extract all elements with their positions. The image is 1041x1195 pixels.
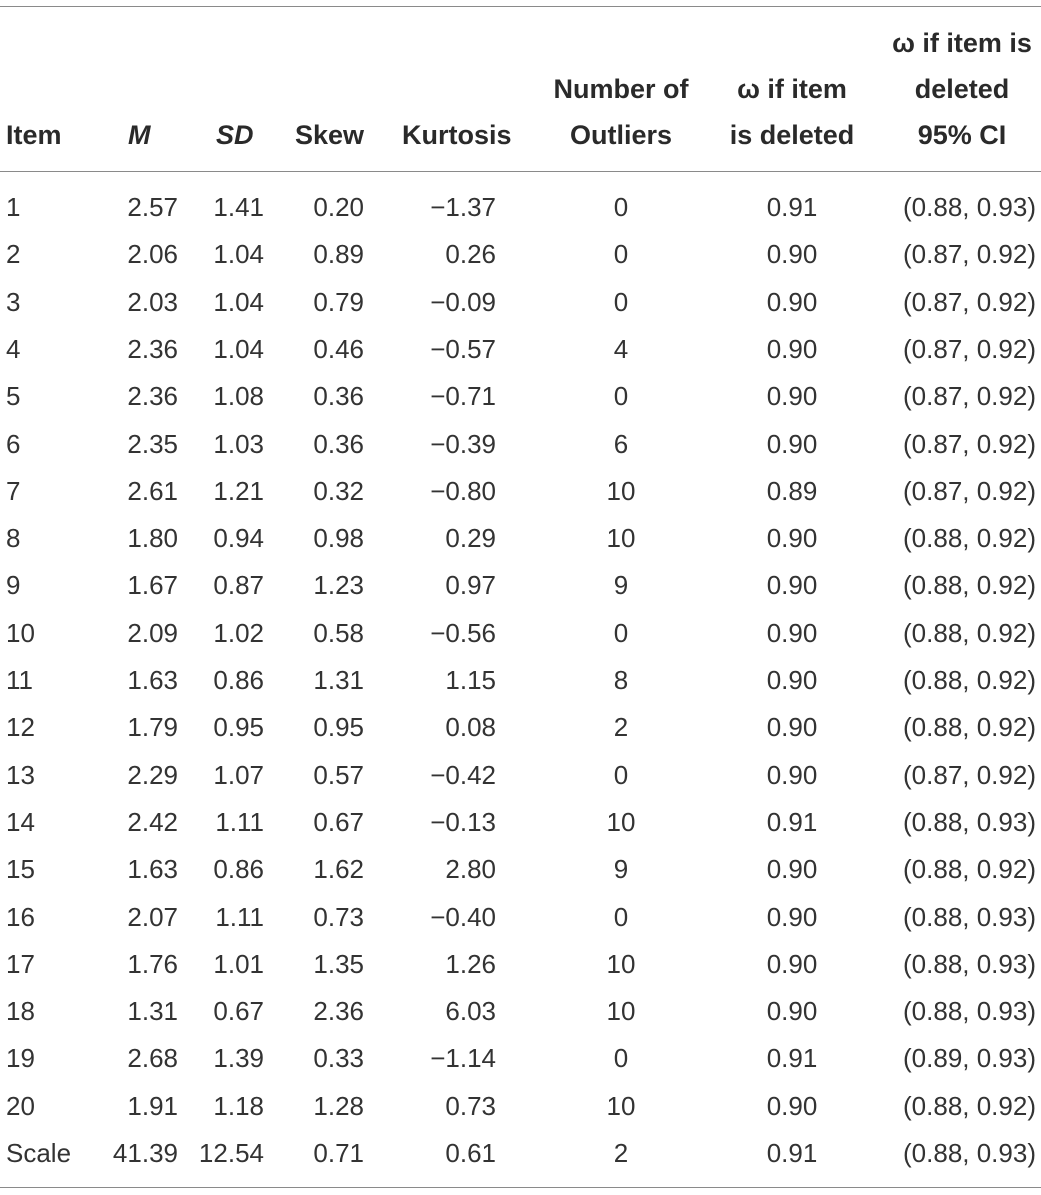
cell-sd: 1.39 — [213, 1043, 264, 1074]
cell-omega: 0.90 — [766, 381, 818, 412]
cell-skew: 0.67 — [313, 806, 364, 837]
cell-ci: (0.88, 0.93) — [903, 192, 1036, 222]
cell-ci: (0.88, 0.92) — [903, 712, 1036, 743]
bottom-rule — [0, 1187, 1041, 1188]
cell-item: 12 — [6, 712, 35, 743]
cell-omega: 0.90 — [766, 759, 818, 790]
cell-outliers: 0 — [613, 239, 629, 270]
table-row — [0, 421, 1041, 468]
header-mean — [128, 112, 151, 158]
cell-ci: (0.88, 0.92) — [903, 854, 1036, 885]
cell-mean: 2.03 — [127, 286, 178, 317]
cell-omega: 0.90 — [766, 854, 818, 885]
cell-outliers: 9 — [613, 854, 629, 885]
header-item — [6, 112, 62, 158]
header-item-text: Item — [6, 120, 62, 150]
cell-outliers: 6 — [613, 428, 629, 459]
header-skew-text: Skew — [295, 120, 365, 150]
cell-sd: 1.02 — [213, 617, 264, 648]
cell-kurtosis: 1.15 — [445, 665, 496, 695]
cell-mean: 2.36 — [127, 333, 178, 364]
table-row — [0, 279, 1041, 326]
header-ci-line1: ω if item is — [892, 28, 1032, 58]
cell-outliers: 0 — [613, 192, 629, 222]
cell-item: 6 — [6, 428, 21, 459]
header-omega — [718, 66, 866, 158]
cell-ci: (0.87, 0.92) — [903, 239, 1036, 270]
cell-ci: (0.88, 0.92) — [903, 523, 1036, 554]
cell-sd: 1.04 — [213, 239, 264, 270]
cell-skew: 0.95 — [313, 712, 364, 743]
table-row — [0, 799, 1041, 846]
header-ci — [882, 20, 1041, 158]
cell-skew: 0.89 — [313, 239, 364, 270]
cell-outliers: 4 — [613, 333, 629, 364]
table-row — [0, 657, 1041, 704]
cell-item: 1 — [6, 192, 21, 222]
cell-mean: 1.80 — [127, 523, 178, 554]
cell-omega: 0.90 — [766, 239, 818, 270]
top-rule — [0, 6, 1041, 7]
table-row — [0, 326, 1041, 373]
cell-kurtosis: 2.80 — [445, 854, 496, 885]
table-row — [0, 894, 1041, 941]
table-row — [0, 1130, 1041, 1177]
cell-ci: (0.87, 0.92) — [903, 759, 1036, 790]
cell-omega: 0.90 — [766, 948, 818, 979]
cell-mean: 1.63 — [127, 854, 178, 885]
cell-item: 5 — [6, 381, 21, 412]
header-outliers-line1: Number of — [553, 74, 689, 104]
cell-ci: (0.87, 0.92) — [903, 286, 1036, 317]
cell-outliers: 10 — [606, 806, 636, 837]
cell-sd: 0.86 — [213, 854, 264, 885]
cell-kurtosis: −1.37 — [430, 192, 496, 222]
cell-skew: 0.79 — [313, 286, 364, 317]
cell-skew: 2.36 — [313, 996, 364, 1027]
cell-ci: (0.87, 0.92) — [903, 428, 1036, 459]
cell-item: 16 — [6, 901, 35, 932]
cell-skew: 0.20 — [313, 192, 364, 222]
cell-ci: (0.88, 0.93) — [903, 901, 1036, 932]
cell-skew: 1.23 — [313, 570, 364, 601]
cell-outliers: 2 — [613, 1138, 629, 1168]
table-row — [0, 610, 1041, 657]
cell-skew: 0.33 — [313, 1043, 364, 1074]
cell-skew: 0.71 — [313, 1138, 364, 1168]
table-row — [0, 231, 1041, 278]
cell-skew: 0.58 — [313, 617, 364, 648]
cell-skew: 1.31 — [313, 665, 364, 695]
cell-outliers: 0 — [613, 286, 629, 317]
cell-kurtosis: 0.97 — [445, 570, 496, 601]
cell-mean: 1.63 — [127, 665, 178, 695]
cell-item: 17 — [6, 948, 35, 979]
cell-omega: 0.91 — [766, 1138, 818, 1168]
cell-omega: 0.90 — [766, 901, 818, 932]
cell-outliers: 8 — [613, 665, 629, 695]
cell-ci: (0.88, 0.92) — [903, 665, 1036, 695]
table-row — [0, 1083, 1041, 1130]
cell-kurtosis: −0.56 — [430, 617, 496, 648]
cell-mean: 2.06 — [127, 239, 178, 270]
table-row — [0, 941, 1041, 988]
cell-item: 19 — [6, 1043, 35, 1074]
cell-skew: 1.28 — [313, 1090, 364, 1121]
cell-ci: (0.87, 0.92) — [903, 475, 1036, 506]
cell-skew: 0.98 — [313, 523, 364, 554]
cell-mean: 41.39 — [112, 1138, 178, 1168]
cell-mean: 2.29 — [127, 759, 178, 790]
cell-item: 8 — [6, 523, 21, 554]
cell-kurtosis: 0.08 — [445, 712, 496, 743]
header-omega-line2: is deleted — [729, 120, 855, 150]
cell-sd: 0.86 — [213, 665, 264, 695]
cell-skew: 0.57 — [313, 759, 364, 790]
cell-sd: 1.04 — [213, 286, 264, 317]
cell-outliers: 10 — [606, 948, 636, 979]
cell-kurtosis: 0.26 — [445, 239, 496, 270]
cell-omega: 0.90 — [766, 712, 818, 743]
cell-kurtosis: 1.26 — [445, 948, 496, 979]
cell-mean: 2.07 — [127, 901, 178, 932]
cell-item: 7 — [6, 475, 21, 506]
cell-omega: 0.90 — [766, 617, 818, 648]
cell-mean: 2.09 — [127, 617, 178, 648]
cell-skew: 0.32 — [313, 475, 364, 506]
cell-kurtosis: −0.80 — [430, 475, 496, 506]
cell-item: Scale — [6, 1138, 72, 1168]
header-skew — [295, 112, 364, 158]
cell-sd: 12.54 — [198, 1138, 264, 1168]
cell-ci: (0.88, 0.93) — [903, 948, 1036, 979]
cell-omega: 0.90 — [766, 1090, 818, 1121]
cell-kurtosis: −0.40 — [430, 901, 496, 932]
header-rule — [0, 171, 1041, 172]
header-kurtosis-text: Kurtosis — [402, 120, 512, 150]
cell-outliers: 0 — [613, 759, 629, 790]
cell-mean: 1.79 — [127, 712, 178, 743]
cell-sd: 0.95 — [213, 712, 264, 743]
cell-kurtosis: −0.39 — [430, 428, 496, 459]
cell-item: 18 — [6, 996, 35, 1027]
table-row — [0, 1035, 1041, 1082]
cell-kurtosis: −0.42 — [430, 759, 496, 790]
cell-kurtosis: −0.57 — [430, 333, 496, 364]
cell-omega: 0.90 — [766, 996, 818, 1027]
table-row — [0, 752, 1041, 799]
cell-outliers: 10 — [606, 523, 636, 554]
cell-outliers: 0 — [613, 617, 629, 648]
cell-mean: 2.36 — [127, 381, 178, 412]
header-sd-text: SD — [216, 120, 254, 150]
cell-omega: 0.90 — [766, 286, 818, 317]
cell-item: 2 — [6, 239, 21, 270]
cell-item: 14 — [6, 806, 35, 837]
table-row — [0, 988, 1041, 1035]
cell-outliers: 10 — [606, 1090, 636, 1121]
cell-mean: 1.67 — [127, 570, 178, 601]
cell-ci: (0.88, 0.93) — [903, 806, 1036, 837]
cell-sd: 1.01 — [213, 948, 264, 979]
cell-outliers: 10 — [606, 475, 636, 506]
cell-sd: 1.03 — [213, 428, 264, 459]
cell-item: 13 — [6, 759, 35, 790]
table-row — [0, 562, 1041, 609]
cell-omega: 0.90 — [766, 665, 818, 695]
cell-mean: 1.31 — [127, 996, 178, 1027]
cell-sd: 1.07 — [213, 759, 264, 790]
cell-skew: 1.62 — [313, 854, 364, 885]
cell-item: 10 — [6, 617, 35, 648]
cell-sd: 1.08 — [213, 381, 264, 412]
table-row — [0, 846, 1041, 893]
table-row — [0, 704, 1041, 751]
cell-omega: 0.90 — [766, 570, 818, 601]
header-mean-text: M — [128, 120, 151, 150]
cell-sd: 1.18 — [213, 1090, 264, 1121]
cell-omega: 0.90 — [766, 428, 818, 459]
cell-outliers: 9 — [613, 570, 629, 601]
cell-omega: 0.91 — [766, 1043, 818, 1074]
cell-outliers: 0 — [613, 381, 629, 412]
cell-omega: 0.91 — [766, 192, 818, 222]
cell-sd: 1.41 — [213, 192, 264, 222]
cell-ci: (0.89, 0.93) — [903, 1043, 1036, 1074]
cell-kurtosis: 6.03 — [445, 996, 496, 1027]
cell-sd: 0.87 — [213, 570, 264, 601]
header-ci-line3: 95% CI — [917, 120, 1007, 150]
cell-mean: 1.91 — [127, 1090, 178, 1121]
cell-item: 11 — [6, 665, 33, 695]
table-row — [0, 373, 1041, 420]
cell-sd: 0.94 — [213, 523, 264, 554]
cell-ci: (0.87, 0.92) — [903, 381, 1036, 412]
cell-ci: (0.87, 0.92) — [903, 333, 1036, 364]
cell-kurtosis: −0.71 — [430, 381, 496, 412]
cell-item: 4 — [6, 333, 21, 364]
cell-ci: (0.88, 0.92) — [903, 617, 1036, 648]
header-outliers-line2: Outliers — [569, 120, 673, 150]
cell-ci: (0.88, 0.92) — [903, 1090, 1036, 1121]
table-row — [0, 184, 1041, 231]
cell-kurtosis: 0.61 — [445, 1138, 496, 1168]
cell-outliers: 2 — [613, 712, 629, 743]
cell-skew: 0.36 — [313, 428, 364, 459]
cell-sd: 1.04 — [213, 333, 264, 364]
cell-item: 20 — [6, 1090, 35, 1121]
cell-mean: 1.76 — [127, 948, 178, 979]
cell-item: 9 — [6, 570, 21, 601]
table-row — [0, 468, 1041, 515]
cell-kurtosis: −1.14 — [430, 1043, 496, 1074]
cell-kurtosis: −0.09 — [430, 286, 496, 317]
cell-mean: 2.42 — [127, 806, 178, 837]
cell-omega: 0.91 — [766, 806, 818, 837]
cell-omega: 0.90 — [766, 523, 818, 554]
table-row — [0, 515, 1041, 562]
cell-kurtosis: −0.13 — [430, 806, 496, 837]
cell-mean: 2.57 — [127, 192, 178, 222]
cell-mean: 2.68 — [127, 1043, 178, 1074]
cell-ci: (0.88, 0.93) — [903, 996, 1036, 1027]
header-omega-line1: ω if item — [737, 74, 847, 104]
cell-outliers: 0 — [613, 901, 629, 932]
cell-item: 3 — [6, 286, 21, 317]
cell-ci: (0.88, 0.93) — [903, 1138, 1036, 1168]
cell-omega: 0.90 — [766, 333, 818, 364]
cell-skew: 0.73 — [313, 901, 364, 932]
cell-outliers: 0 — [613, 1043, 629, 1074]
cell-mean: 2.35 — [127, 428, 178, 459]
cell-sd: 1.21 — [213, 475, 264, 506]
cell-sd: 1.11 — [215, 806, 264, 837]
header-ci-line2: deleted — [914, 74, 1010, 104]
header-kurtosis — [402, 112, 512, 158]
cell-skew: 0.36 — [313, 381, 364, 412]
cell-ci: (0.88, 0.92) — [903, 570, 1036, 601]
header-sd — [216, 112, 254, 158]
cell-item: 15 — [6, 854, 35, 885]
cell-mean: 2.61 — [127, 475, 178, 506]
header-outliers — [546, 66, 696, 158]
cell-omega: 0.89 — [766, 475, 818, 506]
cell-kurtosis: 0.73 — [445, 1090, 496, 1121]
cell-skew: 1.35 — [313, 948, 364, 979]
cell-kurtosis: 0.29 — [445, 523, 496, 554]
cell-outliers: 10 — [606, 996, 636, 1027]
cell-skew: 0.46 — [313, 333, 364, 364]
cell-sd: 0.67 — [213, 996, 264, 1027]
cell-sd: 1.11 — [215, 901, 264, 932]
